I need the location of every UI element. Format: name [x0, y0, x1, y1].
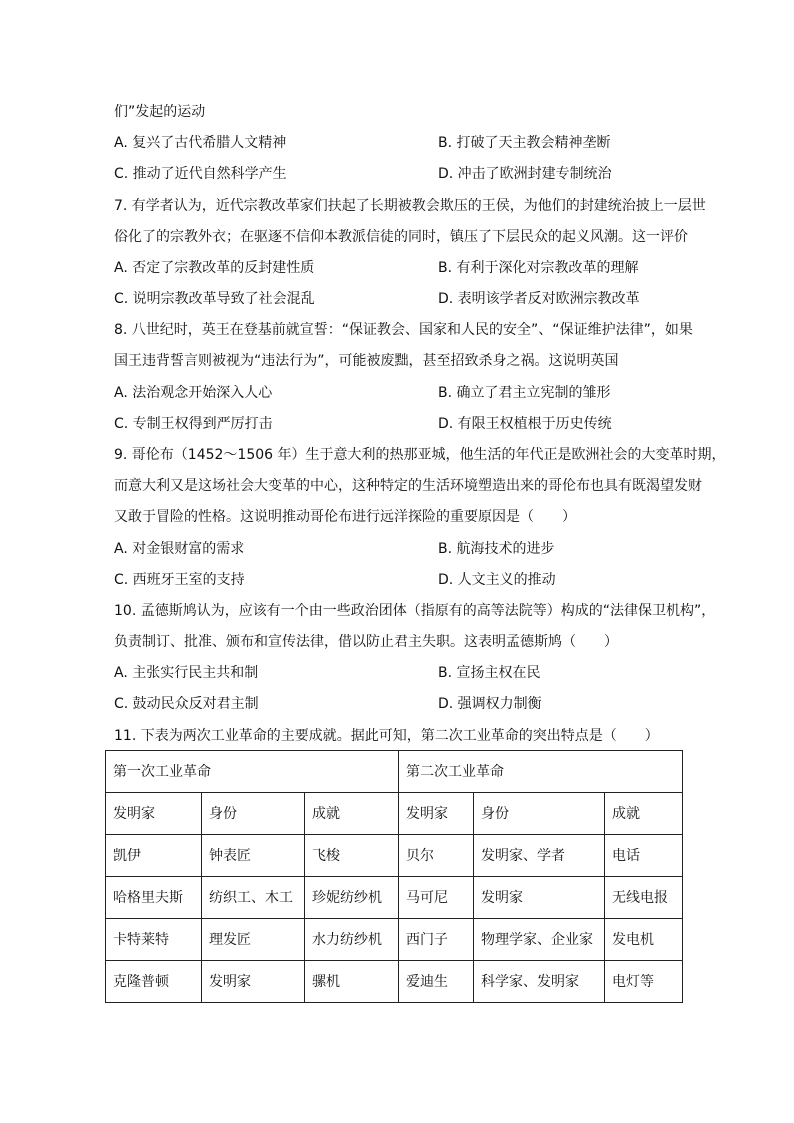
column-header-identity-2: 身份	[474, 793, 605, 835]
industrial-revolution-table	[105, 750, 683, 1003]
table-cell: 物理学家、企业家	[474, 919, 605, 961]
q9-option-a: A. 对金银财富的需求	[114, 541, 245, 557]
table-row	[106, 919, 683, 961]
table-row	[106, 835, 683, 877]
q10-stem-line-1: 10. 孟德斯鸠认为，应该有一个由一些政治团体（指原有的高等法院等）构成的“法律保卫机构”，	[114, 603, 716, 619]
q6-option-a: A. 复兴了古代希腊人文精神	[114, 135, 287, 151]
q6-option-d: D. 冲击了欧洲封建专制统治	[438, 166, 612, 182]
q9-stem-line-1: 9. 哥伦布（1452～1506 年）生于意大利的热那亚城，他生活的年代正是欧洲社会的大变革时期，	[114, 447, 726, 463]
column-header-achievement-1: 成就	[305, 793, 399, 835]
q10-stem-line-2: 负责制订、批准、颁布和宣传法律，借以防止君主失职。这表明孟德斯鸠（ ）	[114, 634, 618, 650]
q6-option-b: B. 打破了天主教会精神垄断	[438, 135, 611, 151]
table-cell: 纺织工、木工	[202, 877, 305, 919]
table-cell: 哈格里夫斯	[106, 877, 202, 919]
first-revolution-header: 第一次工业革命	[106, 751, 399, 793]
table-cell: 发明家	[202, 961, 305, 1003]
q7-option-d: D. 表明该学者反对欧洲宗教改革	[438, 291, 640, 307]
table-cell: 水力纺纱机	[305, 919, 399, 961]
q7-option-b: B. 有利于深化对宗教改革的理解	[438, 260, 639, 276]
column-header-identity-1: 身份	[202, 793, 305, 835]
second-revolution-header: 第二次工业革命	[399, 751, 683, 793]
q10-option-b: B. 宣扬主权在民	[438, 665, 541, 681]
table-cell: 卡特莱特	[106, 919, 202, 961]
table-cell: 珍妮纺纱机	[305, 877, 399, 919]
q9-stem-line-2: 而意大利又是这场社会大变革的中心，这种特定的生活环境塑造出来的哥伦布也具有既渴望发财	[114, 478, 702, 494]
q11-stem: 11. 下表为两次工业革命的主要成就。据此可知，第二次工业革命的突出特点是（ ）	[114, 728, 659, 744]
q7-stem-line-1: 7. 有学者认为，近代宗教改革家们扶起了长期被教会欺压的王侯，为他们的封建统治披上一层世	[114, 198, 706, 214]
q9-stem-line-3: 又敢于冒险的性格。这说明推动哥伦布进行远洋探险的重要原因是（ ）	[114, 509, 576, 525]
q9-option-c: C. 西班牙王室的支持	[114, 572, 245, 588]
table-cell: 克隆普顿	[106, 961, 202, 1003]
q10-option-d: D. 强调权力制衡	[438, 696, 542, 712]
q8-stem-line-1: 8. 八世纪时，英王在登基前就宣誓：“保证教会、国家和人民的安全”、“保证维护法律”，如果	[114, 322, 693, 338]
q7-option-c: C. 说明宗教改革导致了社会混乱	[114, 291, 315, 307]
table-cell: 爱迪生	[399, 961, 474, 1003]
q8-stem-line-2: 国王违背誓言则被视为“违法行为”，可能被废黜，甚至招致杀身之祸。这说明英国	[114, 353, 619, 369]
table-cell: 发电机	[605, 919, 683, 961]
table-cell: 钟表匠	[202, 835, 305, 877]
table-cell: 发明家、学者	[474, 835, 605, 877]
q8-option-d: D. 有限王权植根于历史传统	[438, 416, 612, 432]
q8-option-b: B. 确立了君主立宪制的雏形	[438, 385, 611, 401]
column-header-achievement-2: 成就	[605, 793, 683, 835]
q8-option-a: A. 法治观念开始深入人心	[114, 385, 273, 401]
table-cell: 电话	[605, 835, 683, 877]
table-cell: 凯伊	[106, 835, 202, 877]
table-cell: 科学家、发明家	[474, 961, 605, 1003]
q9-option-d: D. 人文主义的推动	[438, 572, 556, 588]
table-cell: 马可尼	[399, 877, 474, 919]
table-cell: 贝尔	[399, 835, 474, 877]
q6-option-c: C. 推动了近代自然科学产生	[114, 166, 287, 182]
column-header-inventor-1: 发明家	[106, 793, 202, 835]
q10-option-c: C. 鼓动民众反对君主制	[114, 696, 259, 712]
table-cell: 西门子	[399, 919, 474, 961]
table-cell: 电灯等	[605, 961, 683, 1003]
table-column-header-row	[106, 793, 683, 835]
table-group-header-row	[106, 751, 683, 793]
question-6-stem-fragment: 们”发起的运动	[114, 104, 206, 120]
table-row	[106, 961, 683, 1003]
q7-stem-line-2: 俗化了的宗教外衣；在驱逐不信仰本教派信徒的同时，镇压了下层民众的起义风潮。这一评价	[114, 229, 688, 245]
table-cell: 发明家	[474, 877, 605, 919]
table-cell: 飞梭	[305, 835, 399, 877]
q8-option-c: C. 专制王权得到严厉打击	[114, 416, 273, 432]
q10-option-a: A. 主张实行民主共和制	[114, 665, 259, 681]
q7-option-a: A. 否定了宗教改革的反封建性质	[114, 260, 315, 276]
table-cell: 骡机	[305, 961, 399, 1003]
table-cell: 理发匠	[202, 919, 305, 961]
table-row	[106, 877, 683, 919]
column-header-inventor-2: 发明家	[399, 793, 474, 835]
q9-option-b: B. 航海技术的进步	[438, 541, 555, 557]
table-cell: 无线电报	[605, 877, 683, 919]
